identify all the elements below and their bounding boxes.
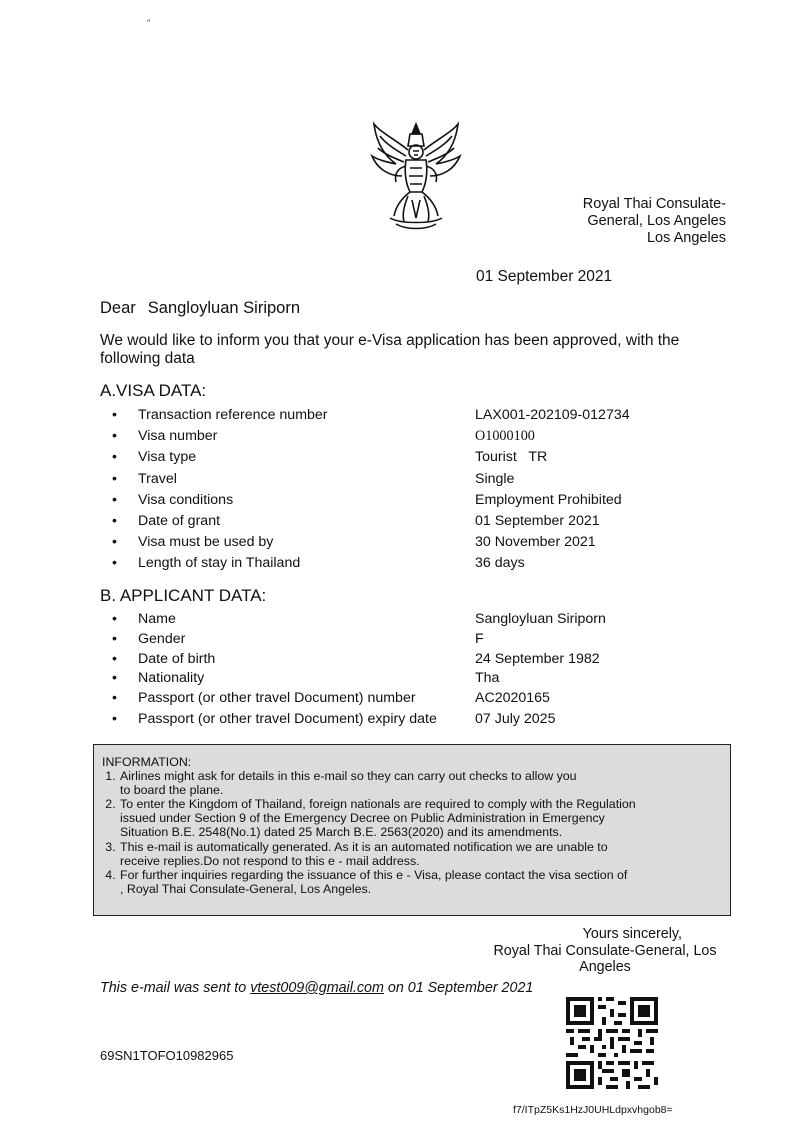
information-title: INFORMATION: (102, 755, 192, 769)
information-line: 4. For further inquiries regarding the issuance of this e - Visa, please contact the visa section of (120, 867, 628, 882)
visa-row-label: Transaction reference number (138, 407, 328, 423)
visa-row-label: Date of grant (138, 513, 221, 529)
information-line: 3. This e-mail is automatically generated. As it is an automated notification we are unable to (120, 839, 608, 854)
salutation: Dear (100, 299, 136, 317)
applicant-row-label: Name (138, 611, 176, 627)
visa-row-label: Travel (138, 471, 177, 487)
applicant-row-label: Passport (or other travel Document) expiry date (138, 711, 437, 727)
sent-prefix: This e-mail was sent to (100, 980, 247, 996)
bullet: • (112, 492, 117, 508)
applicant-row-value: F (475, 631, 484, 647)
applicant-row-value: AC2020165 (475, 690, 550, 706)
bullet: • (112, 690, 117, 706)
applicant-row (112, 711, 712, 731)
consulate-line: Royal Thai Consulate- (582, 196, 726, 212)
bullet: • (112, 651, 117, 667)
intro-line: following data (100, 350, 195, 367)
sent-notice (100, 980, 533, 996)
information-line: Situation B.E. 2548(No.1) dated 25 March B.E. 2563(2020) and its amendments. (120, 825, 563, 840)
scan-speck: ″ (147, 18, 151, 28)
visa-row (112, 471, 712, 491)
visa-row (112, 513, 712, 533)
letter-date: 01 September 2021 (476, 268, 613, 285)
garuda-emblem-icon (366, 120, 466, 232)
information-item (119, 840, 722, 868)
reference-code: 69SN1TOFO10982965 (100, 1048, 234, 1063)
visa-row-label: Visa type (138, 449, 197, 465)
visa-row (112, 555, 712, 575)
consulate-line: General, Los Angeles (587, 213, 726, 229)
visa-row-value: Tourist TR (475, 449, 548, 465)
visa-row-label: Visa must be used by (138, 534, 274, 550)
applicant-row (112, 690, 712, 710)
bullet: • (112, 471, 117, 487)
information-line: 2. To enter the Kingdom of Thailand, foreign nationals are required to comply with the Regulation (120, 797, 636, 812)
bullet: • (112, 407, 117, 423)
bullet: • (112, 555, 117, 571)
visa-row-label: Visa number (138, 428, 218, 444)
applicant-row (112, 651, 712, 671)
information-line: receive replies.Do not respond to this e - mail address. (120, 853, 420, 868)
closing-line: Royal Thai Consulate-General, Los (493, 942, 717, 959)
visa-row (112, 492, 712, 512)
information-line: 1. Airlines might ask for details in this e-mail so they can carry out checks to allow you (120, 769, 577, 784)
visa-row-value: Single (475, 471, 515, 487)
applicant-row-value: 07 July 2025 (475, 711, 556, 727)
visa-row-value: 30 November 2021 (475, 534, 596, 550)
applicant-row (112, 670, 712, 690)
closing-line: Angeles (579, 959, 631, 975)
applicant-row-value: Tha (475, 670, 500, 686)
visa-row-value: 36 days (475, 555, 525, 571)
recipient-name: Sangloyluan Siriporn (147, 299, 301, 317)
information-line: , Royal Thai Consulate-General, Los Angeles. (120, 881, 372, 896)
applicant-row-label: Nationality (138, 670, 205, 686)
bullet: • (112, 631, 117, 647)
applicant-row-value: 24 September 1982 (475, 651, 600, 667)
verification-hash: f7/ITpZ5Ks1HzJ0UHLdpxvhgob8= (513, 1104, 673, 1116)
visa-row (112, 534, 712, 554)
bullet: • (112, 449, 117, 465)
bullet: • (112, 534, 117, 550)
information-item (119, 797, 722, 839)
greeting (100, 299, 300, 318)
bullet: • (112, 711, 117, 727)
visa-row-value: O1000100 (475, 428, 535, 444)
consulate-address (520, 196, 726, 247)
information-box (93, 744, 731, 916)
bullet: • (112, 670, 117, 686)
information-list (102, 769, 722, 896)
visa-row-value: Employment Prohibited (475, 492, 622, 508)
visa-row-value: LAX001-202109-012734 (475, 407, 630, 423)
visa-data-title: A.VISA DATA: (100, 381, 207, 400)
visa-row-label: Visa conditions (138, 492, 234, 508)
intro-line: We would like to inform you that your e-Visa application has been approved, with the (100, 332, 680, 349)
applicant-row (112, 631, 712, 651)
visa-row (112, 449, 712, 469)
visa-row (112, 407, 712, 427)
applicant-row-value: Sangloyluan Siriporn (475, 611, 606, 627)
closing-block (470, 926, 740, 976)
consulate-line: Los Angeles (646, 230, 726, 246)
email-link[interactable]: vtest009@gmail.com (250, 980, 384, 996)
information-item (119, 868, 722, 896)
visa-row-label: Length of stay in Thailand (138, 555, 301, 571)
sent-suffix: on 01 September 2021 (387, 980, 534, 996)
information-item (119, 769, 722, 797)
information-line: to board the plane. (120, 783, 224, 798)
information-line: issued under Section 9 of the Emergency Decree on Public Administration in Emergency (120, 811, 605, 826)
intro-paragraph (100, 332, 700, 368)
visa-row-value: 01 September 2021 (475, 513, 600, 529)
qr-code-icon (566, 997, 658, 1089)
applicant-data-title: B. APPLICANT DATA: (100, 586, 267, 605)
applicant-row-label: Gender (138, 631, 186, 647)
bullet: • (112, 611, 117, 627)
visa-row (112, 428, 712, 448)
closing-sincerely: Yours sincerely, (582, 926, 682, 942)
applicant-row-label: Date of birth (138, 651, 216, 667)
applicant-row (112, 611, 712, 631)
bullet: • (112, 428, 117, 444)
bullet: • (112, 513, 117, 529)
applicant-row-label: Passport (or other travel Document) number (138, 690, 416, 706)
